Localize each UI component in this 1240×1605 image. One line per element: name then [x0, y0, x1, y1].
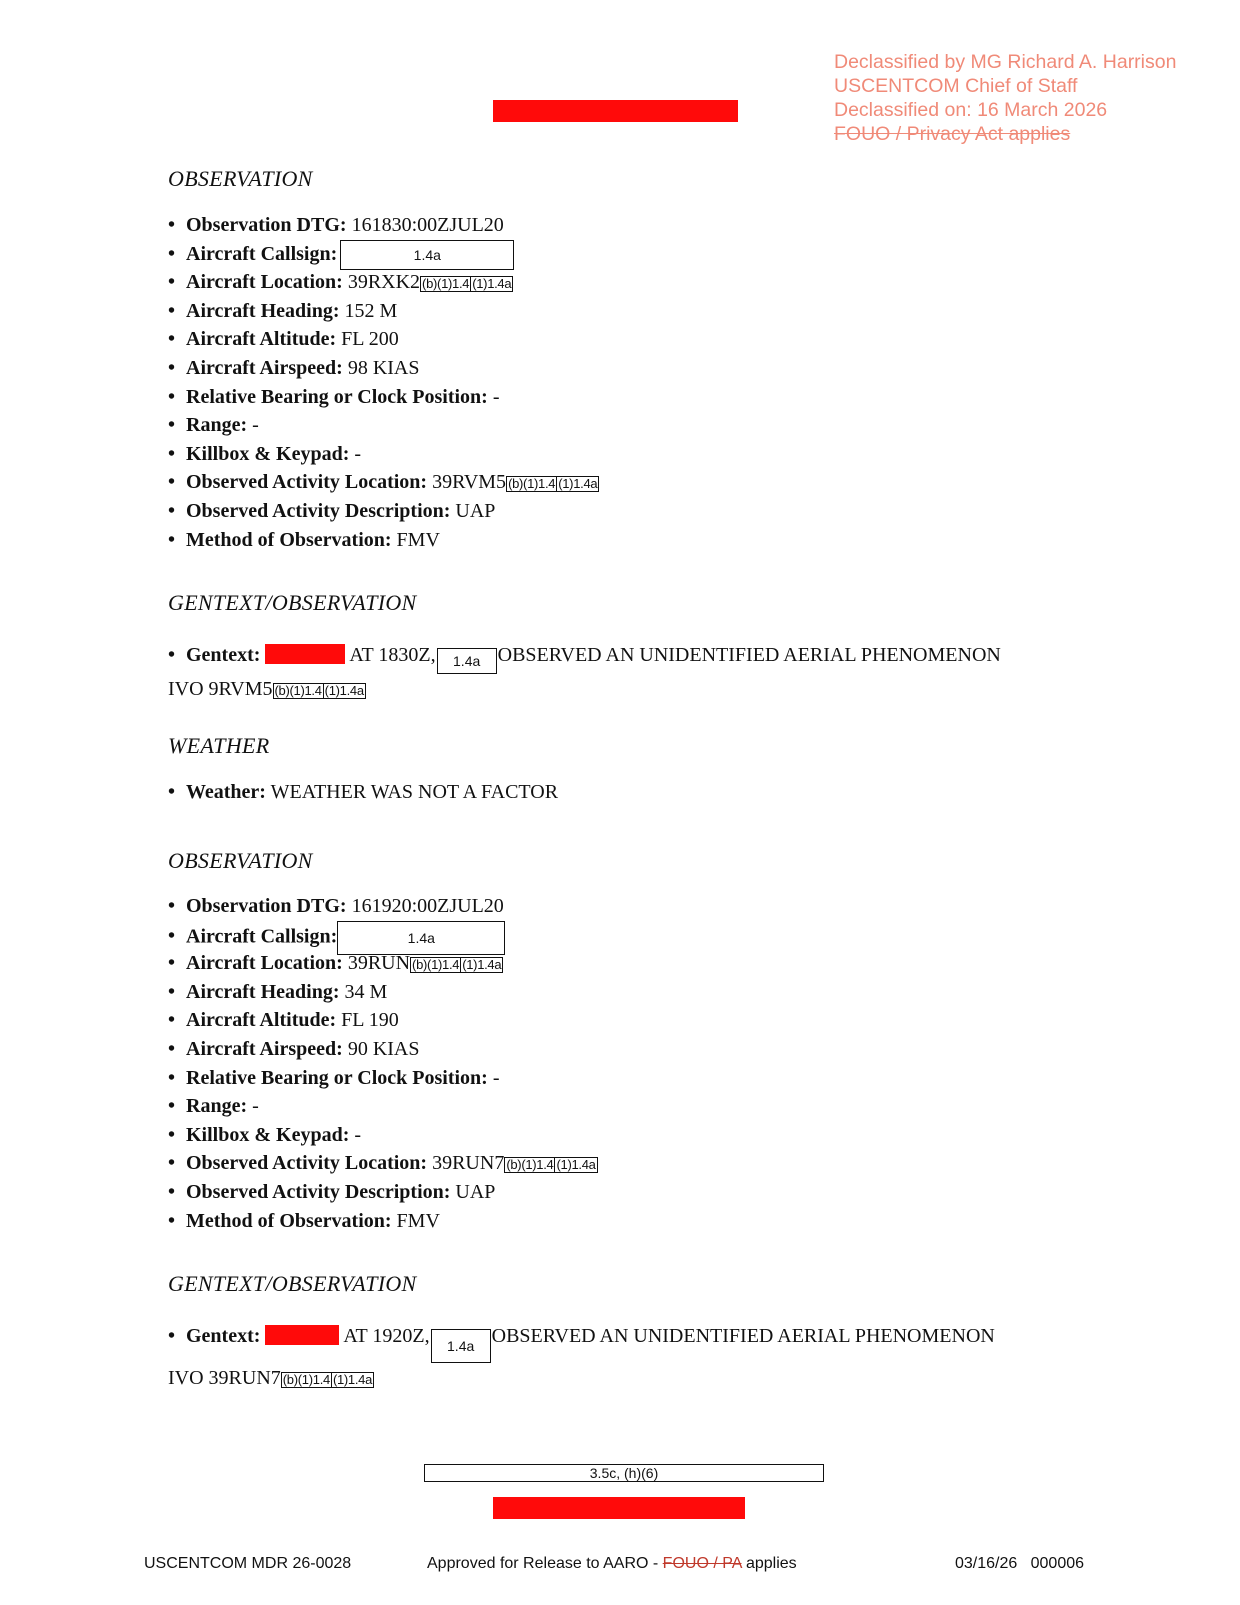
- list-item: • Observation DTG: 161830:00ZJUL20: [168, 211, 599, 240]
- list-item: • Killbox & Keypad: -: [168, 1121, 598, 1150]
- list-item: • Relative Bearing or Clock Position: -: [168, 383, 599, 412]
- inline-redaction: [265, 644, 345, 664]
- redaction-tag: (b)(1)1.4 (1)1.4a: [506, 1157, 596, 1173]
- redaction-box: 1.4a: [340, 240, 514, 270]
- gentext-2-body: • Gentext: AT 1920Z, 1.4a OBSERVED AN UNIDENTIFIED AERIAL PHENOMENON IVO 39RUN7 (b)(1)1.4 (1)1.4a: [168, 1321, 1068, 1395]
- list-item: • Relative Bearing or Clock Position: -: [168, 1064, 598, 1093]
- weather-list: [168, 778, 558, 807]
- bottom-redaction-bar: [493, 1497, 745, 1519]
- redaction-tag: (b)(1)1.4 (1)1.4a: [412, 957, 502, 973]
- section-1-list: [168, 211, 599, 554]
- footer-right: 03/16/26 000006: [955, 1555, 1085, 1572]
- list-item: • Aircraft Airspeed: 90 KIAS: [168, 1035, 598, 1064]
- section-2-heading: OBSERVATION: [168, 848, 313, 873]
- redaction-tag: (b)(1)1.4 (1)1.4a: [282, 1372, 373, 1387]
- list-item: • Aircraft Heading: 34 M: [168, 978, 598, 1007]
- list-item: • Observed Activity Description: UAP: [168, 497, 599, 526]
- redaction-box: 1.4a: [337, 921, 505, 955]
- list-item: • Aircraft Location: 39RXK2 (b)(1)1.4 (1)1.4a: [168, 268, 599, 297]
- redaction-tag: (b)(1)1.4 (1)1.4a: [422, 276, 512, 292]
- list-item: • Range: -: [168, 411, 599, 440]
- list-item: • Aircraft Location: 39RUN (b)(1)1.4 (1)1.4a: [168, 949, 598, 978]
- redaction-tag: (b)(1)1.4 (1)1.4a: [274, 683, 364, 698]
- top-redaction-bar: [493, 100, 738, 122]
- list-item: • Killbox & Keypad: -: [168, 440, 599, 469]
- list-item: • Range: -: [168, 1092, 598, 1121]
- list-item: • Observed Activity Location: 39RUN7 (b)(1)1.4 (1)1.4a: [168, 1149, 598, 1178]
- list-item: • Method of Observation: FMV: [168, 1207, 598, 1236]
- inline-redaction: [265, 1325, 339, 1345]
- list-item: • Observed Activity Description: UAP: [168, 1178, 598, 1207]
- gentext-2-heading: GENTEXT/OBSERVATION: [168, 1271, 417, 1296]
- gentext-1-body: • Gentext: AT 1830Z, 1.4a OBSERVED AN UNIDENTIFIED AERIAL PHENOMENON IVO 9RVM5 (b)(1)1.4 (1)1.4a: [168, 640, 1068, 706]
- stamp-line-3: Declassified on: 16 March 2026: [834, 99, 1108, 121]
- gentext-1-heading: GENTEXT/OBSERVATION: [168, 590, 417, 615]
- footer-left: USCENTCOM MDR 26-0028: [144, 1555, 352, 1572]
- redaction-tag: (b)(1)1.4 (1)1.4a: [508, 476, 598, 492]
- redaction-box: 1.4a: [431, 1329, 491, 1363]
- weather-heading: WEATHER: [168, 733, 270, 758]
- redaction-box: 1.4a: [437, 648, 497, 674]
- section-2-list: [168, 892, 598, 1235]
- list-item: • Method of Observation: FMV: [168, 526, 599, 555]
- list-item: • Aircraft Heading: 152 M: [168, 297, 599, 326]
- section-1-heading: OBSERVATION: [168, 166, 313, 191]
- footer-center: Approved for Release to AARO - FOUO / PA applies: [427, 1555, 797, 1572]
- list-item: • Aircraft Altitude: FL 190: [168, 1006, 598, 1035]
- stamp-line-4: FOUO / Privacy Act applies: [834, 123, 1071, 145]
- list-item: • Observed Activity Location: 39RVM5 (b)(1)1.4 (1)1.4a: [168, 468, 599, 497]
- list-item: • Weather: WEATHER WAS NOT A FACTOR: [168, 778, 558, 807]
- declassification-stamp: [834, 50, 1176, 146]
- stamp-line-2: USCENTCOM Chief of Staff: [834, 75, 1078, 97]
- list-item: • Observation DTG: 161920:00ZJUL20: [168, 892, 598, 921]
- classification-box: 3.5c, (h)(6): [424, 1464, 824, 1482]
- list-item: • Aircraft Callsign: 1.4a: [168, 921, 598, 950]
- list-item: • Aircraft Callsign: 1.4a: [168, 240, 599, 269]
- stamp-line-1: Declassified by MG Richard A. Harrison: [834, 51, 1177, 73]
- list-item: • Aircraft Airspeed: 98 KIAS: [168, 354, 599, 383]
- list-item: • Aircraft Altitude: FL 200: [168, 325, 599, 354]
